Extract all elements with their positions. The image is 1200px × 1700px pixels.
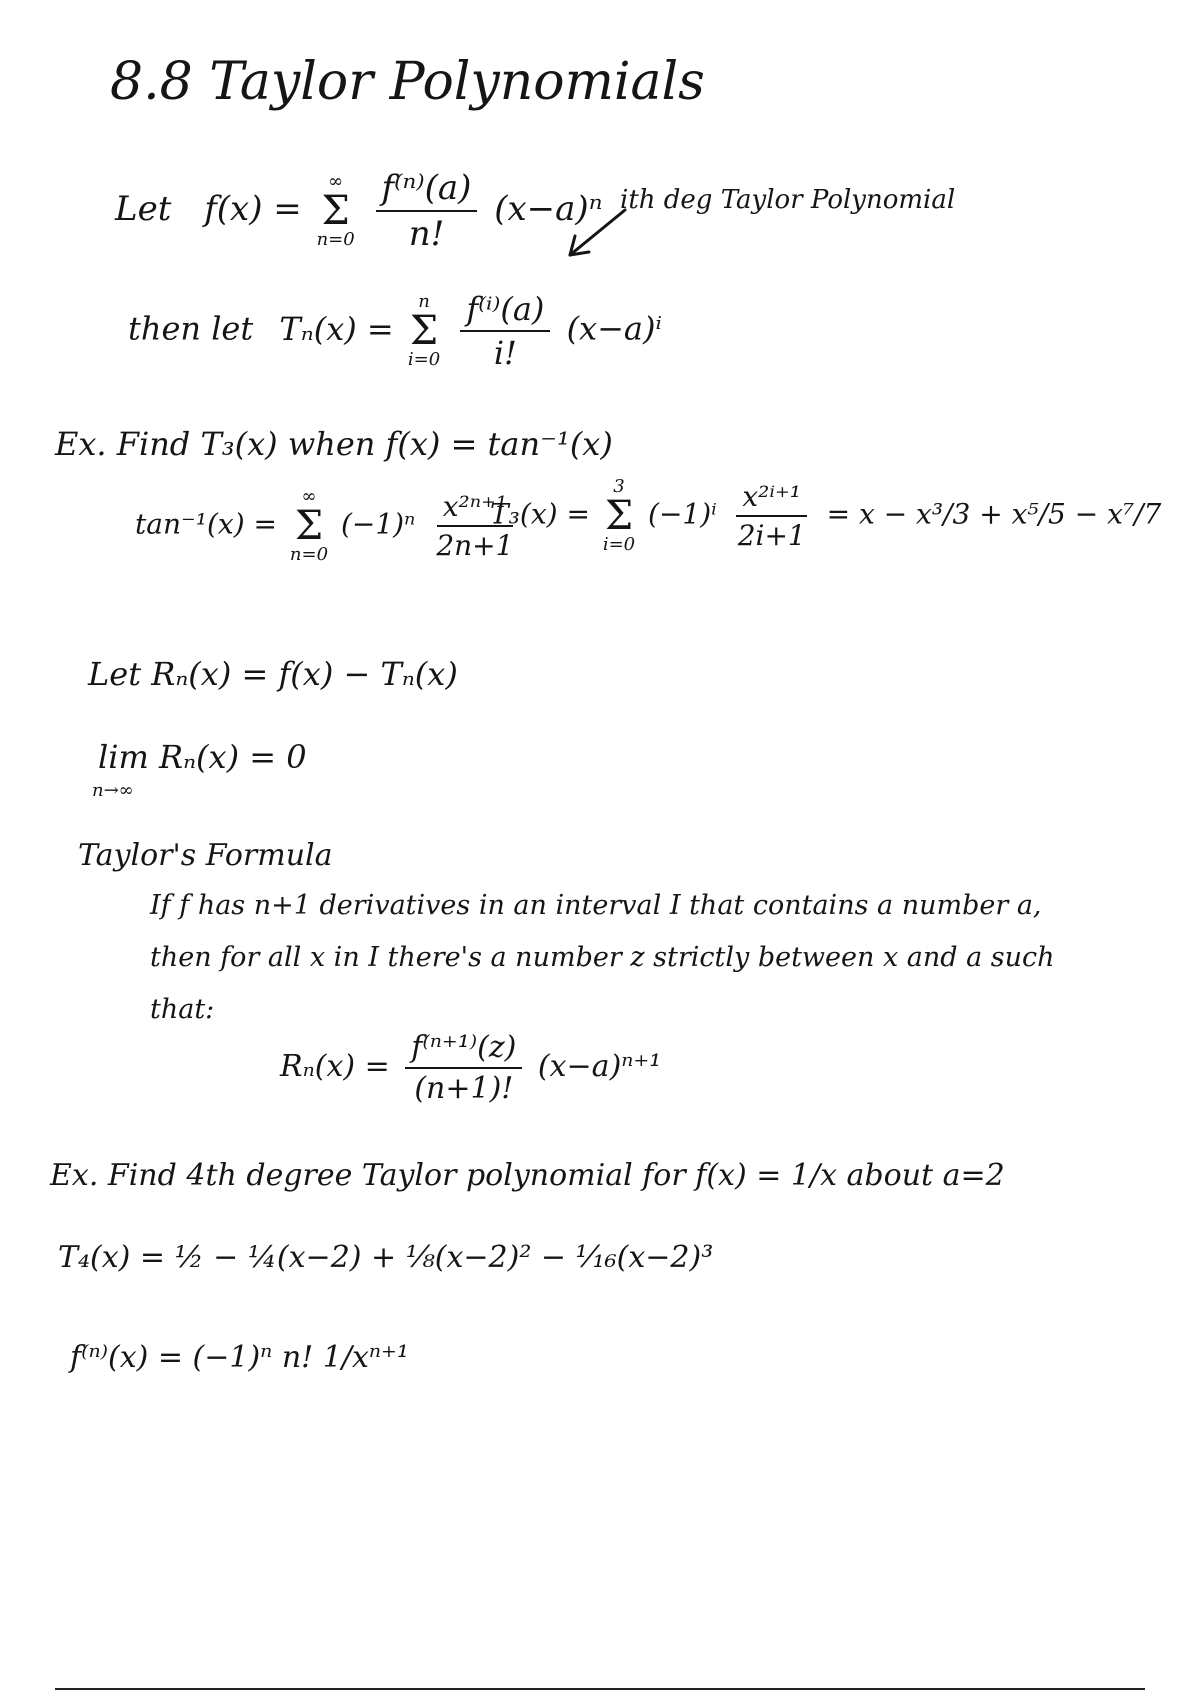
let-label: Let	[115, 189, 172, 229]
arctan-term-fraction: $\frac{\text{x²ⁿ⁺¹}}{2n+1}$	[436, 490, 514, 562]
t3-term-fraction: $\frac{\text{x²ⁱ⁺¹}}{2i+1}$	[737, 480, 806, 552]
polynomial-term-tail: (x−a)ⁱ	[566, 309, 662, 348]
sum-symbol: ∞ Σ n=0	[289, 486, 329, 565]
t4-polynomial: T₄(x) = ½ − ¼(x−2) + ⅛(x−2)² − ¹⁄₁₆(x−2)³	[58, 1240, 714, 1275]
example-2-header: Ex. Find 4th degree Taylor polynomial for f(x) = 1/x about a=2	[50, 1158, 1005, 1193]
sum-symbol: n Σ i=0	[407, 291, 441, 370]
taylor-series-definition	[115, 168, 602, 254]
remainder-lhs: Rₙ(x) =	[280, 1049, 390, 1084]
taylors-formula-statement: If f has n+1 derivatives in an interval I that contains a number a, then for all x in I there's a number z strictly between x and a such that:	[150, 890, 1055, 1025]
taylor-polynomial-definition	[128, 290, 662, 372]
f-lhs: f(x) =	[204, 189, 302, 229]
sum-symbol: 3 Σ i=0	[602, 476, 636, 555]
nth-derivative: f⁽ⁿ⁾(x) = (−1)ⁿ n! 1/xⁿ⁺¹	[70, 1340, 409, 1375]
sum-symbol: ∞ Σ n=0	[316, 171, 355, 250]
remainder-fraction: $\frac{\text{f⁽ⁿ⁺¹⁾(z)}}{(n+1)!}$	[405, 1030, 522, 1106]
series-term-tail: (x−a)ⁿ	[494, 189, 603, 229]
page-bottom-rule	[55, 1688, 1145, 1690]
remainder-limit-subscript: n→∞	[92, 780, 134, 801]
polynomial-term-fraction: $\frac{\text{f⁽ⁱ⁾(a)}}{i!}$	[460, 290, 550, 372]
arctan-series	[135, 488, 525, 564]
page-title: 8.8 Taylor Polynomials	[110, 52, 705, 112]
remainder-definition: Let Rₙ(x) = f(x) − Tₙ(x)	[88, 655, 458, 693]
t3-lhs: T₃(x) =	[490, 497, 590, 531]
remainder-formula	[280, 1030, 661, 1106]
arctan-sign: (−1)ⁿ	[340, 507, 416, 541]
remainder-tail: (x−a)ⁿ⁺¹	[537, 1049, 662, 1084]
remainder-limit: lim Rₙ(x) = 0	[98, 738, 307, 776]
then-let-label: then let	[128, 309, 254, 348]
series-term-fraction: $\frac{\text{f⁽ⁿ⁾(a)}}{n!}$	[376, 168, 478, 254]
t3-expansion: = x − x³/3 + x⁵/5 − x⁷/7	[826, 497, 1162, 531]
t3-polynomial	[490, 478, 1161, 554]
arctan-lhs: tan⁻¹(x) =	[135, 507, 277, 541]
taylor-polynomial-annotation: ith deg Taylor Polynomial	[620, 185, 956, 215]
example-1-header: Ex. Find T₃(x) when f(x) = tan⁻¹(x)	[55, 425, 613, 463]
t3-sign: (−1)ⁱ	[648, 497, 717, 531]
t-lhs: Tₙ(x) =	[279, 309, 394, 348]
taylors-formula-heading: Taylor's Formula	[78, 838, 333, 873]
